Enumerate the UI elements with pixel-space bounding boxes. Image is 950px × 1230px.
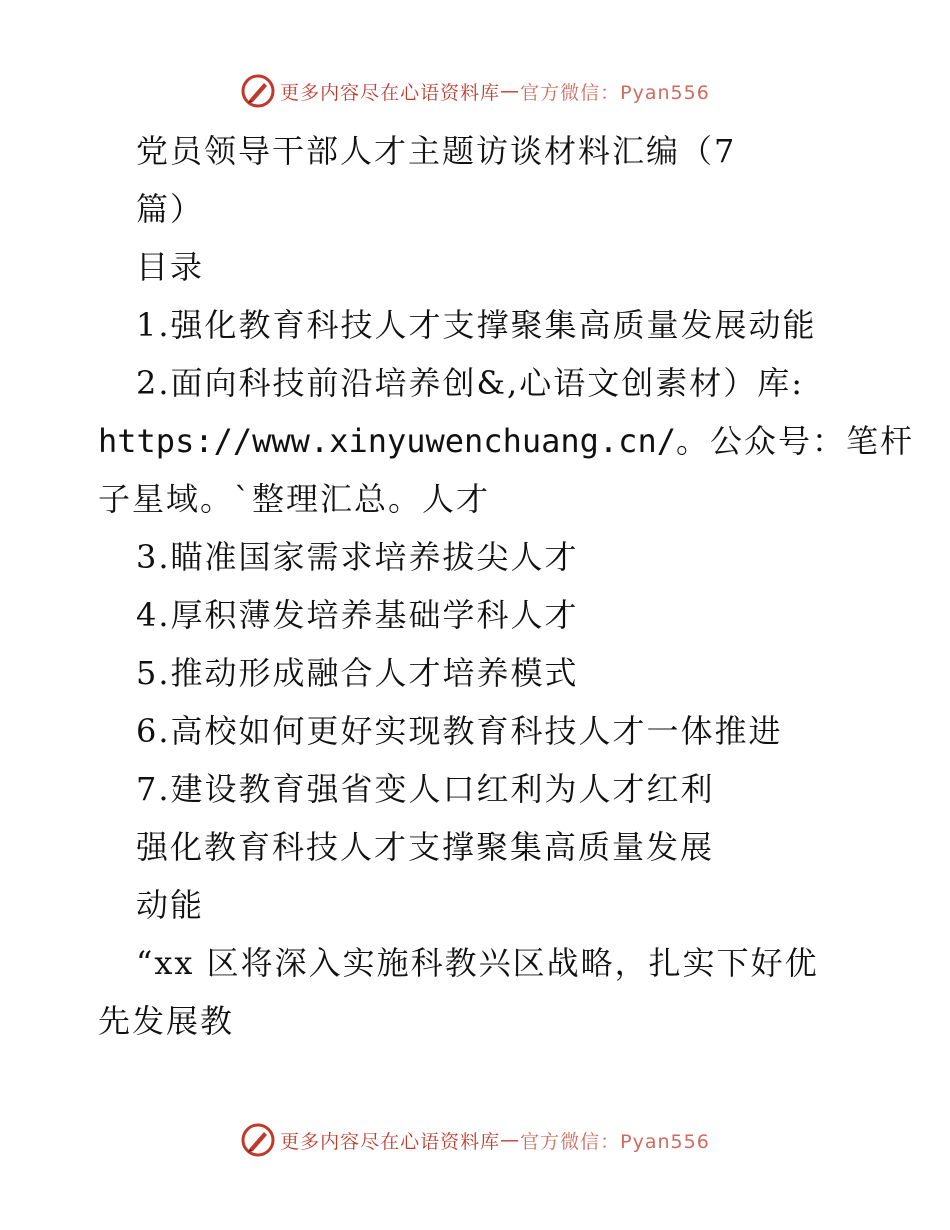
toc-item-2-line-3: 子星域。`整理汇总。人才: [98, 480, 491, 518]
pen-logo-icon: [240, 1122, 276, 1158]
paragraph-line-1: “xx 区将深入实施科教兴区战略，扎实下好优: [136, 944, 819, 982]
toc-item-2-line-1: 2.面向科技前沿培养创&,心语文创素材）库:: [136, 364, 804, 402]
paragraph-line-2: 先发展教: [98, 1002, 235, 1040]
toc-item-2-rest: 。公众号：笔杆: [675, 422, 914, 460]
watermark-dash: —: [500, 80, 521, 102]
toc-item-7: 7.建设教育强省变人口红利为人才红利: [136, 770, 715, 808]
section-heading-line-1: 强化教育科技人才支撑聚集高质量发展: [136, 828, 715, 866]
watermark-dash: —: [500, 1129, 521, 1151]
watermark-footer: [0, 1120, 950, 1160]
watermark-text: 更多内容尽在心语资料库: [280, 1130, 501, 1153]
toc-item-6: 6.高校如何更好实现教育科技人才一体推进: [136, 712, 783, 750]
toc-item-5: 5.推动形成融合人才培养模式: [136, 654, 579, 692]
toc-item-2-line-2: [98, 412, 914, 470]
toc-item-1: 1.强化教育科技人才支撑聚集高质量发展动能: [136, 306, 817, 344]
toc-item-3: 3.瞄准国家需求培养拔尖人才: [136, 538, 579, 576]
doc-title-line-1: 党员领导干部人才主题访谈材料汇编（7: [136, 132, 737, 170]
watermark-text: 更多内容尽在心语资料库: [280, 81, 501, 104]
source-url: https://www.xinyuwenchuang.cn/: [98, 422, 676, 460]
document-body: [98, 122, 914, 1050]
watermark-wechat: 官方微信：Pyan556: [520, 81, 710, 104]
watermark-header: [0, 71, 950, 111]
watermark-wechat: 官方微信：Pyan556: [520, 1130, 710, 1153]
toc-heading: 目录: [136, 248, 205, 286]
section-heading-line-2: 动能: [136, 886, 205, 924]
doc-title-line-2: 篇）: [136, 190, 205, 228]
pen-logo-icon: [240, 73, 276, 109]
toc-item-4: 4.厚积薄发培养基础学科人才: [136, 596, 579, 634]
